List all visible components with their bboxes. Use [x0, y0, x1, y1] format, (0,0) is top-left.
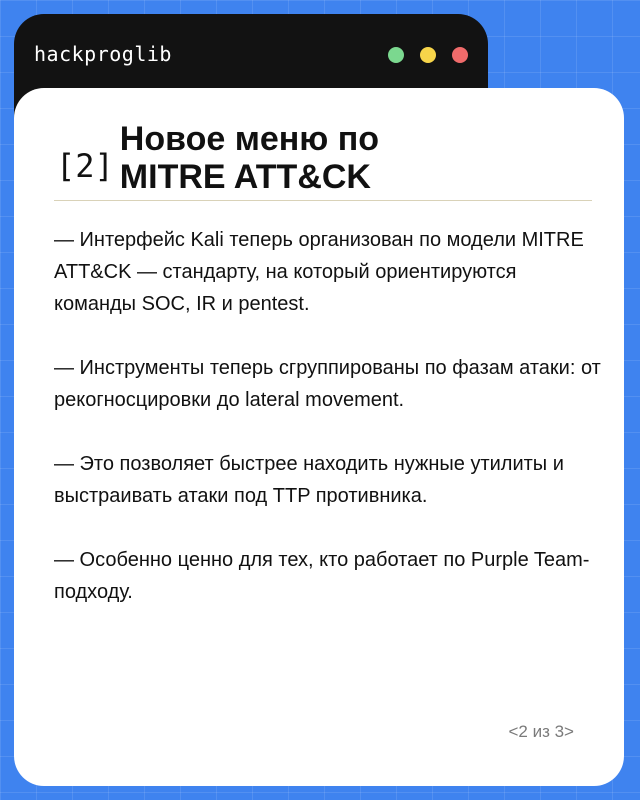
page-indicator: <2 из 3> [508, 722, 574, 741]
slide-title [120, 120, 379, 196]
window-controls [388, 47, 468, 63]
green-dot-icon[interactable] [388, 47, 404, 63]
app-name: hackproglib [34, 42, 172, 66]
red-dot-icon[interactable] [452, 47, 468, 63]
title-line-1: Новое меню по [119, 120, 380, 158]
yellow-dot-icon[interactable] [420, 47, 436, 63]
content-card [14, 88, 624, 786]
paragraph-3: — Это позволяет быстрее находить нужные утилиты и выстраивать атаки под TTP противника. [54, 453, 564, 507]
paragraph-1: — Интерфейс Kali теперь организован по модели MITRE ATT&CK — стандарту, на который ориентируются команды SOC, IR и pentest. [54, 229, 584, 315]
slide-body [54, 224, 602, 608]
title-line-2: MITRE ATT&CK [119, 158, 371, 196]
title-divider [54, 200, 592, 201]
slide-heading [56, 120, 379, 196]
paragraph-2: — Инструменты теперь сгруппированы по фазам атаки: от рекогносцировки до lateral movement. [54, 357, 601, 411]
paragraph-4: — Особенно ценно для тех, кто работает по Purple Team-подходу. [54, 549, 590, 603]
slide-number: [2] [56, 147, 114, 185]
